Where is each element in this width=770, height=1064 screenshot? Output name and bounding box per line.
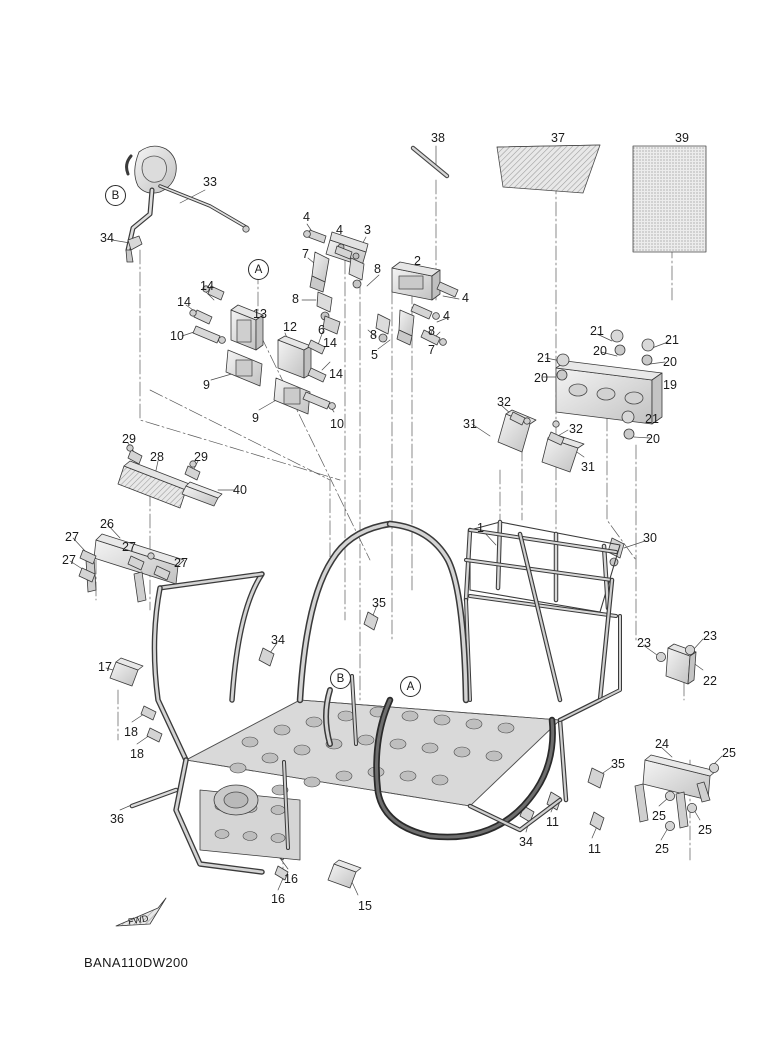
callout-number: 36 bbox=[110, 812, 124, 826]
callout-number: 40 bbox=[233, 483, 247, 497]
callout-number: 4 bbox=[336, 223, 343, 237]
part-8-b bbox=[317, 292, 332, 320]
callout-number: 24 bbox=[655, 737, 669, 751]
callout-number: 32 bbox=[497, 395, 511, 409]
part-9-a bbox=[226, 350, 262, 386]
callout-number: 9 bbox=[252, 411, 259, 425]
callout-number: 8 bbox=[370, 328, 377, 342]
callout-number: 34 bbox=[519, 835, 533, 849]
callout-number: 14 bbox=[323, 336, 337, 350]
callout-number: 14 bbox=[329, 367, 343, 381]
callout-number: 32 bbox=[569, 422, 583, 436]
part-10-a bbox=[193, 326, 225, 343]
part-3 bbox=[326, 232, 368, 266]
callout-number: 19 bbox=[663, 378, 677, 392]
part-36 bbox=[132, 790, 176, 806]
callout-number: 11 bbox=[588, 842, 601, 856]
callout-number: 20 bbox=[646, 432, 660, 446]
callout-number: 17 bbox=[98, 660, 112, 674]
callout-number: 37 bbox=[551, 131, 565, 145]
callout-number: 7 bbox=[428, 343, 435, 357]
callout-number: 21 bbox=[665, 333, 679, 347]
part-7-a bbox=[310, 252, 329, 292]
section-label: A bbox=[400, 676, 421, 697]
part-29-a bbox=[127, 445, 142, 464]
callout-number: 20 bbox=[593, 344, 607, 358]
callout-number: 21 bbox=[590, 324, 604, 338]
section-label: A bbox=[248, 259, 269, 280]
callout-number: 27 bbox=[122, 540, 136, 554]
callout-number: 4 bbox=[443, 309, 450, 323]
callout-number: 8 bbox=[374, 262, 381, 276]
part-5 bbox=[376, 314, 390, 342]
callout-number: 1 bbox=[477, 521, 484, 535]
part-6 bbox=[323, 316, 340, 334]
callout-number: 30 bbox=[643, 531, 657, 545]
callout-number: 11 bbox=[546, 815, 559, 829]
callout-number: 10 bbox=[170, 329, 184, 343]
part-18-group bbox=[141, 706, 162, 742]
callout-number: 35 bbox=[372, 596, 386, 610]
callout-number: 39 bbox=[675, 131, 689, 145]
callout-number: 14 bbox=[200, 279, 214, 293]
callout-number: 14 bbox=[177, 295, 191, 309]
callout-number: 34 bbox=[271, 633, 285, 647]
callout-number: 6 bbox=[318, 323, 325, 337]
callout-number: 25 bbox=[655, 842, 669, 856]
callout-number: 34 bbox=[100, 231, 114, 245]
callout-number: 28 bbox=[150, 450, 164, 464]
callout-number: 3 bbox=[364, 223, 371, 237]
callout-number: 20 bbox=[663, 355, 677, 369]
callout-number: 35 bbox=[611, 757, 625, 771]
callout-number: 29 bbox=[194, 450, 208, 464]
callout-number: 27 bbox=[62, 553, 76, 567]
callout-number: 5 bbox=[371, 348, 378, 362]
fwd-label: FWD bbox=[127, 913, 150, 927]
callout-number: 16 bbox=[284, 872, 298, 886]
callout-number: 33 bbox=[203, 175, 217, 189]
callout-number: 31 bbox=[581, 460, 595, 474]
callout-number: 18 bbox=[124, 725, 138, 739]
callout-number: 7 bbox=[302, 247, 309, 261]
part-12 bbox=[278, 336, 311, 378]
callout-number: 25 bbox=[722, 746, 736, 760]
callout-number: 16 bbox=[271, 892, 285, 906]
callout-number: 29 bbox=[122, 432, 136, 446]
callout-number: 25 bbox=[698, 823, 712, 837]
callout-number: 9 bbox=[203, 378, 210, 392]
callout-number: 21 bbox=[645, 412, 659, 426]
callout-number: 2 bbox=[414, 254, 421, 268]
callout-number: 8 bbox=[292, 292, 299, 306]
section-label: B bbox=[330, 668, 351, 689]
part-15 bbox=[328, 860, 361, 888]
part-37 bbox=[497, 145, 600, 193]
callout-number: 12 bbox=[283, 320, 297, 334]
part-2 bbox=[392, 262, 458, 300]
callout-number: 23 bbox=[703, 629, 717, 643]
callout-number: 27 bbox=[65, 530, 79, 544]
callout-number: 20 bbox=[534, 371, 548, 385]
part-code-label: BANA110DW200 bbox=[84, 955, 189, 970]
callout-number: 23 bbox=[637, 636, 651, 650]
callout-number: 31 bbox=[463, 417, 477, 431]
part-4-c bbox=[411, 304, 439, 319]
part-33 bbox=[127, 146, 250, 250]
section-label: B bbox=[105, 185, 126, 206]
part-24 bbox=[635, 755, 716, 828]
callout-number: 4 bbox=[303, 210, 310, 224]
callout-number: 25 bbox=[652, 809, 666, 823]
part-4-a bbox=[304, 230, 326, 243]
part-40 bbox=[182, 482, 222, 506]
callout-number: 15 bbox=[358, 899, 372, 913]
part-38 bbox=[413, 148, 447, 176]
callout-number: 13 bbox=[253, 307, 267, 321]
callout-number: 22 bbox=[703, 674, 717, 688]
callout-number: 18 bbox=[130, 747, 144, 761]
callout-number: 26 bbox=[100, 517, 114, 531]
callout-number: 8 bbox=[428, 324, 435, 338]
part-17 bbox=[110, 658, 143, 686]
part-39 bbox=[633, 146, 706, 252]
callout-number: 27 bbox=[174, 556, 188, 570]
callout-number: 10 bbox=[330, 417, 344, 431]
part-28 bbox=[118, 461, 192, 508]
callout-number: 38 bbox=[431, 131, 445, 145]
callout-number: 4 bbox=[462, 291, 469, 305]
callout-number: 21 bbox=[537, 351, 551, 365]
